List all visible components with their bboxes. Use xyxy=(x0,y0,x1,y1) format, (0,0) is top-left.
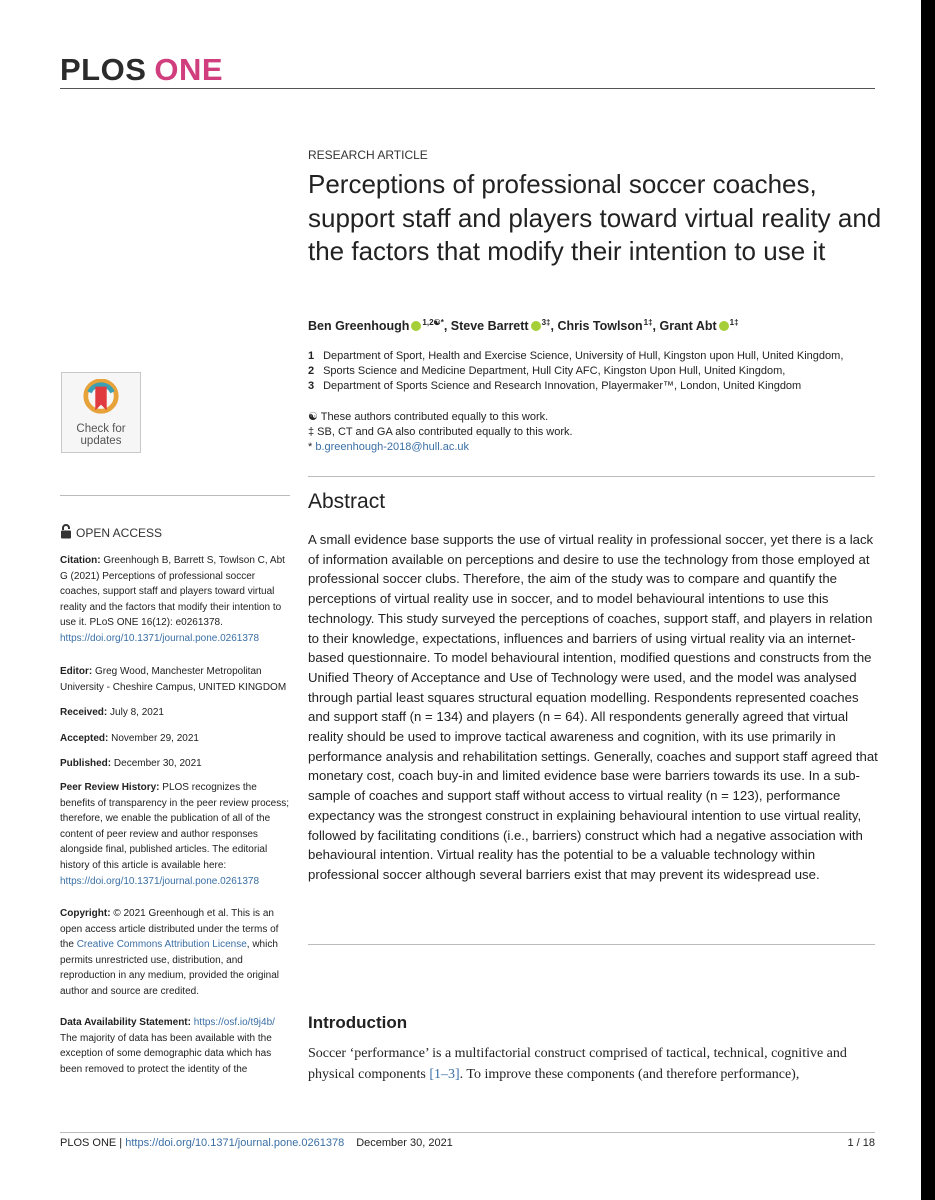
check-for-updates-label: Check for updates xyxy=(76,423,126,447)
reference-link[interactable]: [1–3] xyxy=(429,1067,460,1082)
footer-date: December 30, 2021 xyxy=(356,1137,453,1149)
affiliation-text: Sports Science and Medicine Department, Hull City AFC, Kingston Upon Hull, United Kingdom, xyxy=(323,365,786,377)
corresponding-mark: * xyxy=(308,441,313,453)
author-name[interactable]: Chris Towlson xyxy=(557,319,643,333)
affiliation-number: 2 xyxy=(308,365,315,377)
journal-logo[interactable] xyxy=(60,52,223,88)
also-equal-contribution-note: ‡ SB, CT and GA also contributed equally to this work. xyxy=(308,426,573,438)
received-date: Received: July 8, 2021 xyxy=(60,707,164,718)
logo-plos: PLOS xyxy=(60,52,147,87)
author-affiliation-marks: 1,2☯* xyxy=(422,318,444,327)
citation-block: Citation: Greenhough B, Barrett S, Towlson C, Abt G (2021) Perceptions of professional soccer coaches, support staff and players toward virtual reality and the factors that modify their intention to use it. PLoS ONE 16(12): e0261378. https://doi.org/10.1371/journal.pone.0261378 xyxy=(60,555,285,644)
published-date: Published: December 30, 2021 xyxy=(60,758,202,769)
corresponding-email-link[interactable]: b.greenhough-2018@hull.ac.uk xyxy=(315,441,470,453)
data-link[interactable]: https://osf.io/t9j4b/ xyxy=(193,1017,275,1028)
footer-divider xyxy=(60,1132,875,1133)
logo-one: ONE xyxy=(154,52,224,87)
open-lock-icon xyxy=(60,524,72,539)
peer-review-link[interactable]: https://doi.org/10.1371/journal.pone.0261378 xyxy=(60,875,260,887)
header-divider xyxy=(60,88,875,89)
author-name[interactable]: Grant Abt xyxy=(659,319,717,333)
abstract-body: A small evidence base supports the use of virtual reality in professional soccer, yet there is a lack of information available on perceptions and desire to use the technology from those employed at professional soccer clubs. Therefore, the aim of the study was to compare and quantify the perceptions of virtual reality use in soccer, and to model behavioural intentions to use this technology. This study surveyed the perceptions of coaches, support staff, and players in relation to their knowledge, expectations, influences and barriers of using virtual reality via an internet-based questionnaire. To model behavioural intention, modified questions and constructs from the Unified Theory of Acceptance and Use of Technology were used, and the model was analysed through partial least squares structural equation modelling. Respondents represented coaches and support staff (n = 134) and players (n = 64). All respondents generally agreed that virtual reality should be used to improve tactical awareness and cognition, with its use primarily in performance analysis and rehabilitation settings. Generally, coaches and support staff agreed that monetary cost, coach buy-in and limited evidence base were barriers towards its use. In a sub-sample of coaches and support staff without access to virtual reality (n = 123), performance expectancy was the strongest construct in explaining behavioural intention to use virtual reality, followed by facilitating conditions (i.e., barriers) construct which had a negative association with behavioural intention. Virtual reality has the potential to be a valuable technology within professional soccer although several barriers exist that may prevent its widespread use. xyxy=(308,532,878,882)
affiliation-number: 1 xyxy=(308,350,315,362)
affiliation-text: Department of Sport, Health and Exercise Science, University of Hull, Kingston upon Hull, United Kingdom, xyxy=(323,350,844,362)
introduction-heading: Introduction xyxy=(308,1013,408,1032)
open-access-label: OPEN ACCESS xyxy=(60,524,162,540)
affiliation-item xyxy=(308,365,898,377)
author-affiliation-marks: 1‡ xyxy=(643,318,653,327)
abstract-top-divider xyxy=(308,476,875,477)
article-title: Perceptions of professional soccer coaches, support staff and players toward virtual reality and the factors that modify their intention to use it xyxy=(308,169,882,266)
footer-journal: PLOS ONE xyxy=(60,1137,117,1149)
introduction-body: Soccer ‘performance’ is a multifactorial construct comprised of tactical, technical, cognitive and physical components [1–3]. To improve these components (and therefore performance), xyxy=(308,1046,847,1082)
sidebar-divider xyxy=(60,495,290,496)
orcid-icon[interactable] xyxy=(719,321,729,331)
article-type: RESEARCH ARTICLE xyxy=(308,148,428,162)
check-for-updates-badge[interactable] xyxy=(61,372,141,453)
page-number: 1 / 18 xyxy=(847,1137,875,1149)
affiliation-number: 3 xyxy=(308,380,315,392)
affiliation-text: Department of Sports Science and Research Innovation, Playermaker™, London, United Kingdom xyxy=(323,380,802,392)
license-link[interactable]: Creative Commons Attribution License xyxy=(76,939,247,951)
footer-doi-link[interactable]: https://doi.org/10.1371/journal.pone.0261378 xyxy=(125,1137,345,1149)
author-name[interactable]: Steve Barrett xyxy=(450,319,529,333)
affiliation-item xyxy=(308,380,898,392)
abstract-bottom-divider xyxy=(308,944,875,945)
copyright-block: Copyright: © 2021 Greenhough et al. This is an open access article distributed under the terms of the Creative Commons Attribution License, which permits unrestricted use, distribution, and reproduction in any medium, provided the original author and source are credited. xyxy=(60,908,280,997)
orcid-icon[interactable] xyxy=(531,321,541,331)
citation-doi-link[interactable]: https://doi.org/10.1371/journal.pone.0261378 xyxy=(60,632,260,644)
author-affiliation-marks: 1‡ xyxy=(729,318,739,327)
orcid-icon[interactable] xyxy=(411,321,421,331)
bookmark-ribbon-icon xyxy=(82,379,120,417)
peer-review-history-block: Peer Review History: PLOS recognizes the benefits of transparency in the peer review process; therefore, we enable the publication of all of the content of peer review and author responses alongside final, published articles. The editorial history of this article is available here: https://doi.org/10.1371/journal.pone.0261378 xyxy=(60,782,290,887)
footer-citation: PLOS ONE | https://doi.org/10.1371/journal.pone.0261378 December 30, 2021 xyxy=(60,1137,453,1149)
author-name[interactable]: Ben Greenhough xyxy=(308,319,410,333)
corresponding-author-note xyxy=(308,441,469,453)
author-affiliation-marks: 3‡ xyxy=(541,318,551,327)
abstract-heading: Abstract xyxy=(308,490,386,513)
affiliation-item xyxy=(308,350,898,362)
accepted-date: Accepted: November 29, 2021 xyxy=(60,733,199,744)
author-list: Ben Greenhough $^{1,2☯*}$, Steve Barrett $^{3\ddagger}$, Chris Towlson$^{1\ddagger}$, Grant Abt $^{1\ddagger}$ xyxy=(308,318,739,333)
equal-contribution-note: ☯ These authors contributed equally to this work. xyxy=(308,411,549,423)
data-availability-block: Data Availability Statement: https://osf.io/t9j4b/ The majority of data has been available with the exception of some demographic data which has been removed to protect the identity of the xyxy=(60,1017,275,1075)
editor-block: Editor: Greg Wood, Manchester Metropolitan University - Cheshire Campus, UNITED KINGDOM xyxy=(60,666,287,693)
